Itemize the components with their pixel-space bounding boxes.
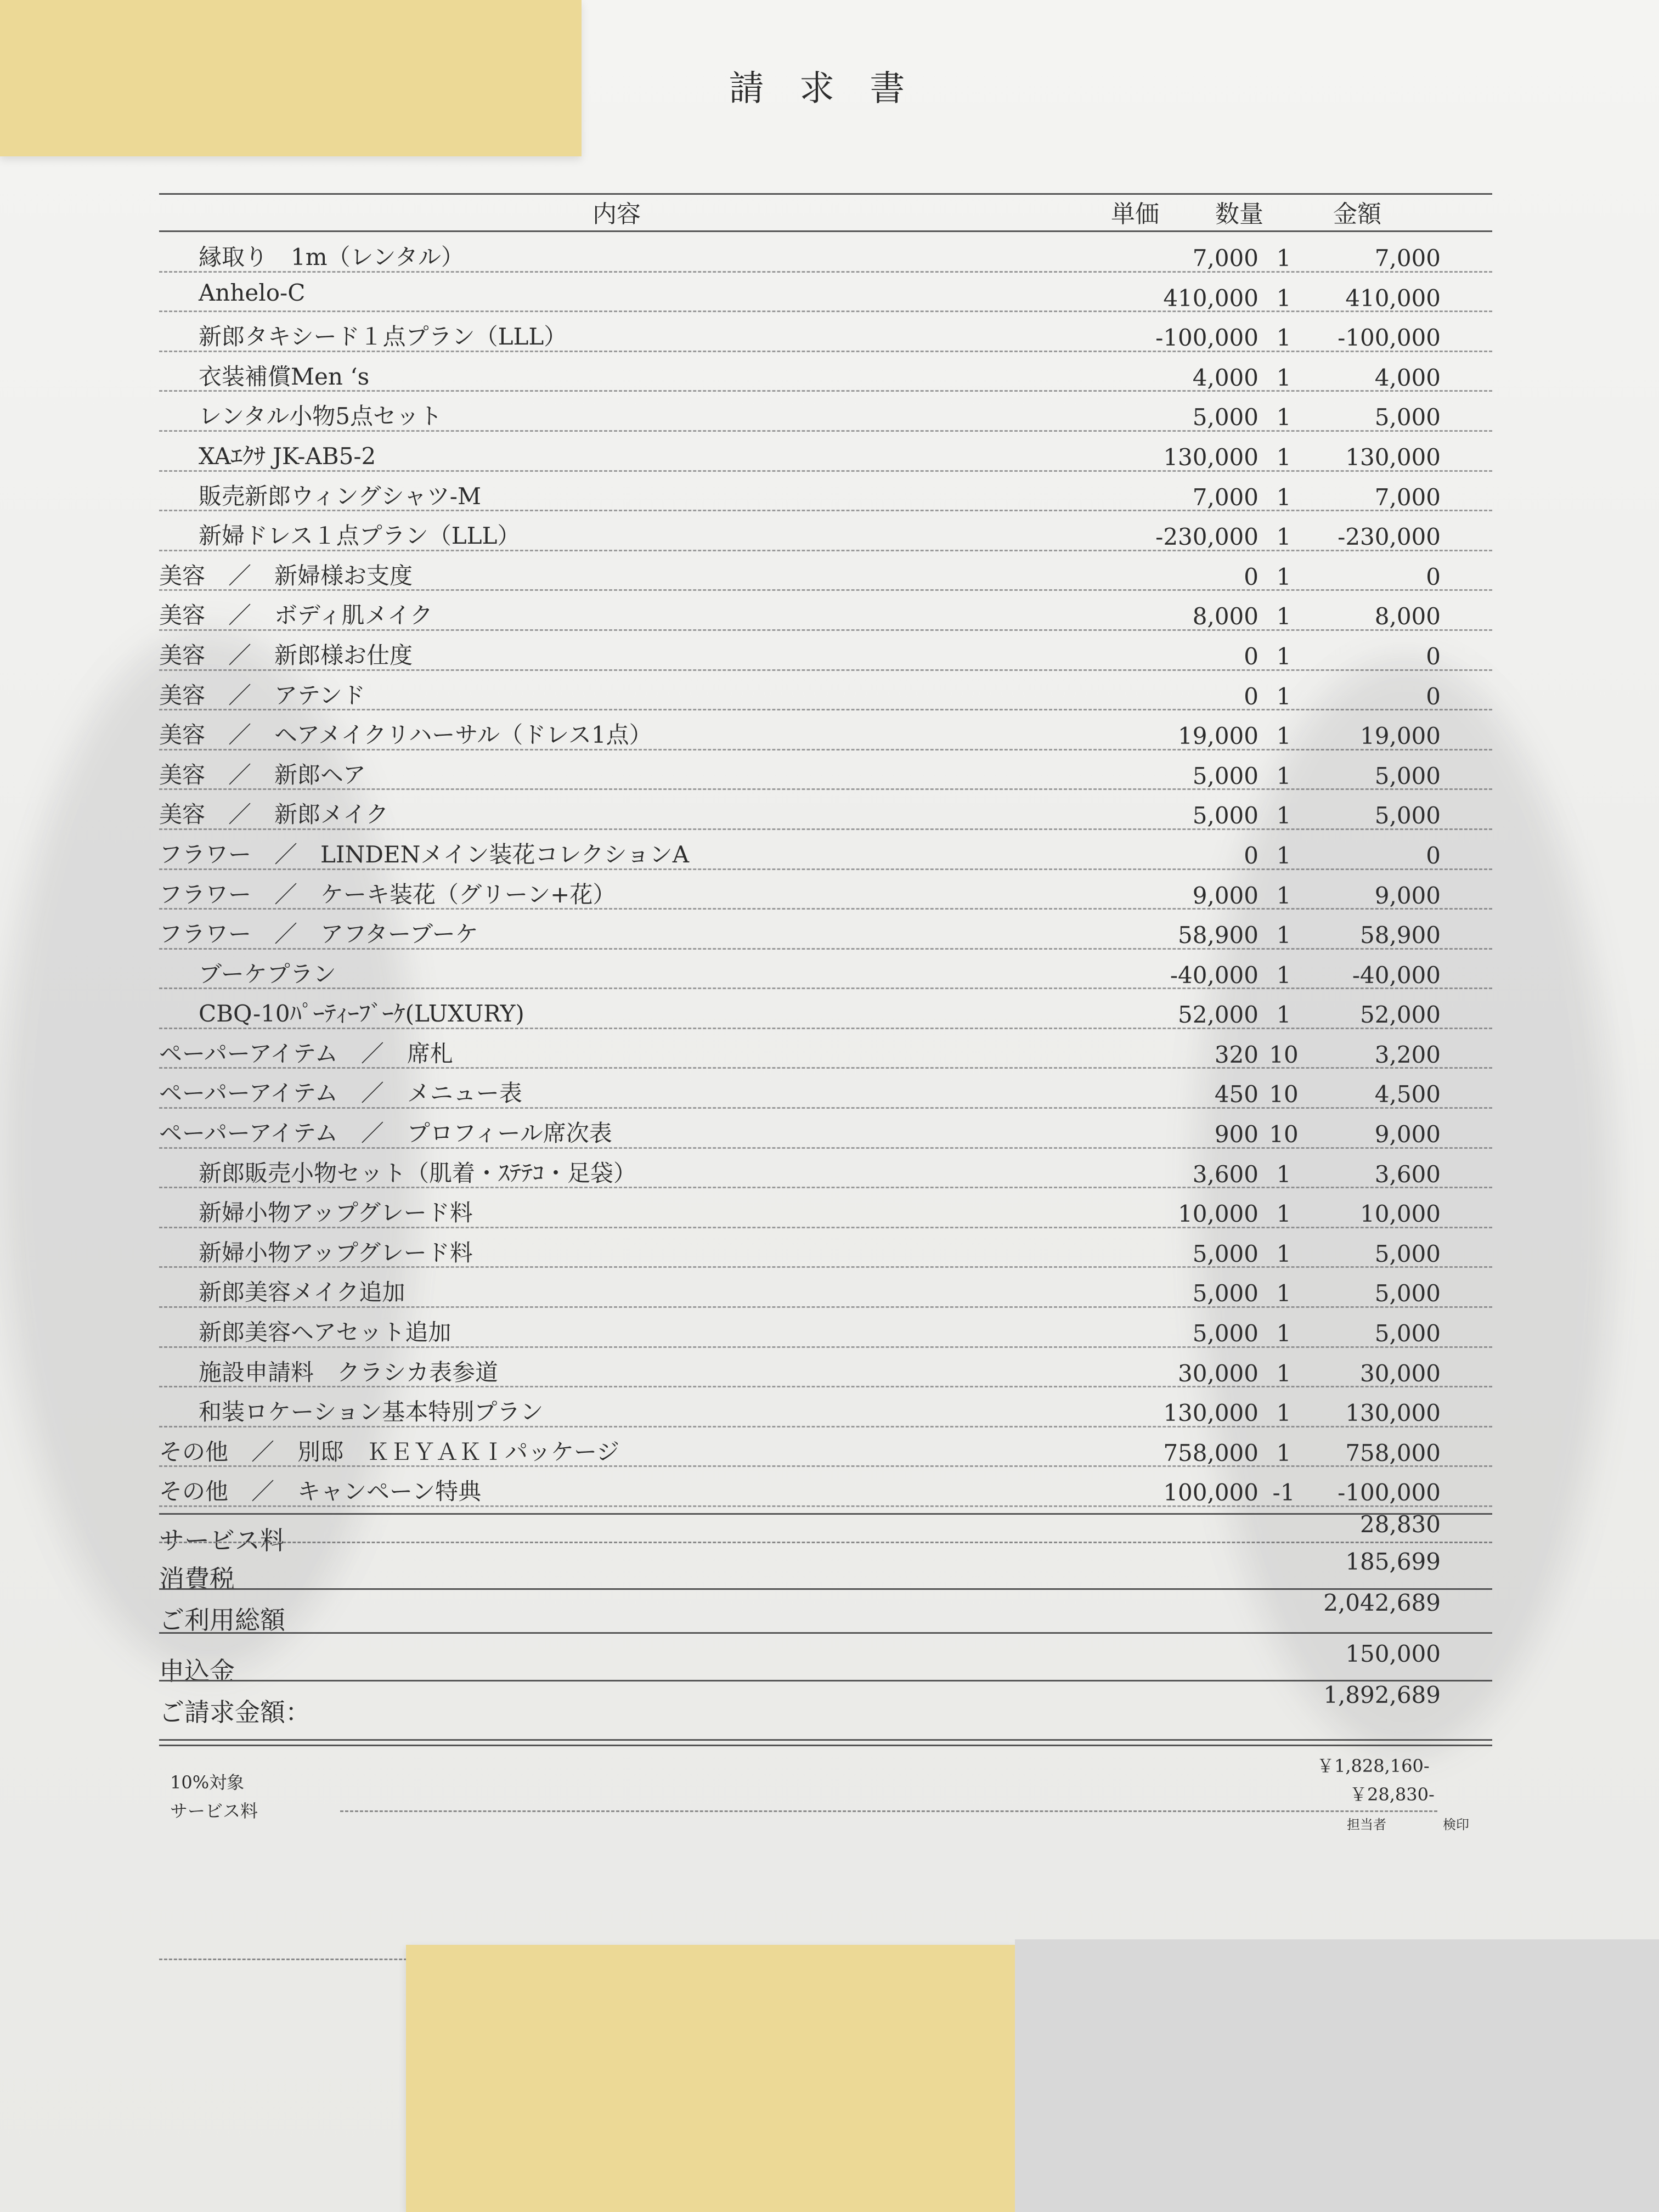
- item-description: 美容 ／ ヘアメイクリハーサル（ドレス1点）: [159, 721, 652, 749]
- item-quantity: -1: [1272, 1479, 1295, 1506]
- header-top-rule: [159, 193, 1492, 195]
- item-unit-price: 450: [1214, 1081, 1259, 1108]
- summary-bottom-rule-double: [159, 1745, 1492, 1746]
- item-amount: 4,500: [1374, 1081, 1441, 1108]
- table-row: [159, 591, 1492, 631]
- item-quantity: 1: [1276, 1400, 1291, 1427]
- column-header-unit-price: 単価: [1111, 200, 1159, 228]
- item-quantity: 1: [1276, 443, 1291, 471]
- item-amount: 3,200: [1374, 1041, 1441, 1068]
- item-amount: 9,000: [1374, 1121, 1441, 1148]
- item-unit-price: 5,000: [1192, 802, 1259, 830]
- item-description: 新郎美容ヘアセット追加: [199, 1319, 452, 1346]
- item-amount: 130,000: [1345, 443, 1441, 471]
- item-unit-price: 0: [1244, 642, 1259, 670]
- item-unit-price: 7,000: [1192, 483, 1259, 511]
- item-unit-price: 5,000: [1192, 404, 1259, 431]
- item-unit-price: 130,000: [1163, 1400, 1259, 1427]
- item-unit-price: 5,000: [1192, 762, 1259, 789]
- item-description: フラワー ／ ケーキ装花（グリーン+花）: [159, 881, 616, 908]
- item-description: 美容 ／ 新郎ヘア: [159, 761, 366, 788]
- summary-bottom-rule: [159, 1739, 1492, 1741]
- item-amount: -40,000: [1352, 961, 1441, 989]
- item-quantity: 1: [1276, 882, 1291, 909]
- table-row: [159, 352, 1492, 392]
- item-unit-price: 5,000: [1192, 1240, 1259, 1267]
- item-description: ペーパーアイテム ／ 席札: [159, 1040, 453, 1067]
- item-description: 新婦ドレス１点プラン（LLL）: [199, 522, 521, 550]
- item-unit-price: 5,000: [1192, 1280, 1259, 1307]
- item-amount: 5,000: [1374, 802, 1441, 830]
- item-quantity: 1: [1276, 682, 1291, 710]
- item-description: 美容 ／ アテンド: [159, 681, 365, 709]
- item-description: ブーケプラン: [199, 960, 336, 988]
- item-quantity: 1: [1276, 762, 1291, 789]
- item-description: 新婦小物アップグレード料: [199, 1239, 473, 1266]
- item-unit-price: -100,000: [1155, 324, 1259, 352]
- item-quantity: 1: [1276, 723, 1291, 750]
- item-amount: 0: [1426, 563, 1441, 590]
- item-description: 施設申請料 クラシカ表参道: [199, 1358, 499, 1386]
- item-amount: 5,000: [1374, 1320, 1441, 1347]
- item-amount: 19,000: [1360, 723, 1441, 750]
- item-quantity: 1: [1276, 404, 1291, 431]
- item-unit-price: 19,000: [1178, 723, 1259, 750]
- item-quantity: 1: [1276, 324, 1291, 352]
- table-row: [159, 392, 1492, 432]
- item-quantity: 1: [1276, 1200, 1291, 1228]
- column-header-amount: 金額: [1333, 200, 1381, 228]
- item-description: その他 ／ キャンペーン特典: [159, 1478, 482, 1505]
- item-description: 美容 ／ ボディ肌メイク: [159, 602, 433, 629]
- summary-billing-row: [159, 1681, 1492, 1731]
- column-header-quantity: 数量: [1215, 200, 1263, 228]
- item-description: ペーパーアイテム ／ メニュー表: [159, 1080, 522, 1107]
- header-bottom-rule: [159, 230, 1492, 232]
- item-amount: 758,000: [1345, 1439, 1441, 1466]
- hand-shadow-right: [1196, 658, 1613, 1756]
- item-amount: 8,000: [1374, 603, 1441, 630]
- tax-value: 185,699: [1345, 1548, 1441, 1575]
- document-title: 請 求 書: [729, 69, 917, 109]
- service-fee-value: 28,830: [1360, 1511, 1441, 1538]
- table-row: [159, 472, 1492, 512]
- item-description: 美容 ／ 新郎様お仕度: [159, 641, 413, 669]
- column-header-content: 内容: [592, 200, 641, 228]
- item-amount: 410,000: [1345, 284, 1441, 312]
- table-row: [159, 273, 1492, 313]
- item-quantity: 1: [1276, 483, 1291, 511]
- total-value: 2,042,689: [1323, 1589, 1441, 1616]
- inspect-label: 検印: [1443, 1817, 1469, 1832]
- item-description: 美容 ／ 新婦様お支度: [159, 562, 413, 589]
- item-description: CBQ-10ﾊﾟｰﾃｨｰﾌﾞｰｹ(LUXURY): [199, 1000, 524, 1028]
- item-quantity: 1: [1276, 1001, 1291, 1029]
- item-unit-price: 320: [1214, 1041, 1259, 1068]
- item-amount: 0: [1426, 842, 1441, 869]
- item-amount: 7,000: [1374, 245, 1441, 272]
- item-unit-price: 9,000: [1192, 882, 1259, 909]
- item-amount: 52,000: [1360, 1001, 1441, 1029]
- item-quantity: 1: [1276, 523, 1291, 551]
- item-amount: 3,600: [1374, 1160, 1441, 1188]
- item-amount: 5,000: [1374, 1280, 1441, 1307]
- item-unit-price: 30,000: [1178, 1359, 1259, 1387]
- tax-target-label: 10%対象: [170, 1772, 245, 1793]
- item-description: 美容 ／ 新郎メイク: [159, 801, 389, 828]
- redaction-box: [1015, 1939, 1659, 2212]
- item-description: 衣装補償Men ‘s: [199, 363, 370, 390]
- item-description: XAｴｸｻ JK-AB5-2: [199, 442, 376, 470]
- item-unit-price: 410,000: [1163, 284, 1259, 312]
- item-description: 新婦小物アップグレード料: [199, 1199, 473, 1227]
- item-amount: 0: [1426, 642, 1441, 670]
- item-description: レンタル小物5点セット: [199, 403, 442, 430]
- item-description: 新郎販売小物セット（肌着・ｽﾃﾃｺ・足袋）: [199, 1159, 637, 1187]
- table-row: [159, 631, 1492, 671]
- item-quantity: 1: [1276, 1359, 1291, 1387]
- total-label: ご利用総額: [159, 1605, 285, 1635]
- item-quantity: 1: [1276, 1320, 1291, 1347]
- item-quantity: 1: [1276, 284, 1291, 312]
- item-unit-price: 4,000: [1192, 364, 1259, 391]
- table-row: [159, 233, 1492, 273]
- item-description: 和装ロケーション基本特別プラン: [199, 1398, 544, 1426]
- item-quantity: 1: [1276, 1280, 1291, 1307]
- tax-target-value: ￥1,828,160-: [1317, 1756, 1430, 1776]
- item-amount: 9,000: [1374, 882, 1441, 909]
- item-unit-price: 3,600: [1192, 1160, 1259, 1188]
- table-row: [159, 312, 1492, 352]
- table-row: [159, 432, 1492, 472]
- item-description: ペーパーアイテム ／ プロフィール席次表: [159, 1120, 612, 1147]
- item-quantity: 1: [1276, 245, 1291, 272]
- footer-service-label: サービス料: [170, 1801, 258, 1821]
- item-amount: 5,000: [1374, 1240, 1441, 1267]
- item-description: 新郎美容メイク追加: [199, 1279, 405, 1306]
- item-amount: -100,000: [1338, 324, 1441, 352]
- item-description: Anhelo-C: [199, 279, 306, 306]
- item-quantity: 1: [1276, 563, 1291, 590]
- item-quantity: 1: [1276, 1160, 1291, 1188]
- item-amount: 10,000: [1360, 1200, 1441, 1228]
- service-fee-label: サービス料: [159, 1526, 285, 1555]
- item-unit-price: 52,000: [1178, 1001, 1259, 1029]
- table-row: [159, 671, 1492, 711]
- item-amount: 30,000: [1360, 1359, 1441, 1387]
- item-amount: 5,000: [1374, 762, 1441, 789]
- deposit-value: 150,000: [1345, 1640, 1441, 1667]
- item-unit-price: -40,000: [1170, 961, 1259, 989]
- item-quantity: 1: [1276, 1240, 1291, 1267]
- item-unit-price: 8,000: [1192, 603, 1259, 630]
- item-description: 縁取り 1m（レンタル）: [199, 244, 464, 270]
- item-unit-price: 758,000: [1163, 1439, 1259, 1466]
- item-quantity: 10: [1269, 1081, 1299, 1108]
- item-quantity: 1: [1276, 603, 1291, 630]
- sticky-note-bottom: [406, 1945, 1015, 2212]
- item-description: フラワー ／ アフターブーケ: [159, 921, 478, 948]
- item-unit-price: 100,000: [1163, 1479, 1259, 1506]
- table-row: [159, 551, 1492, 591]
- item-description: その他 ／ 別邸 ＫＥＹＡＫＩパッケージ: [159, 1438, 620, 1465]
- footer-divider: [340, 1810, 1437, 1812]
- item-quantity: 1: [1276, 642, 1291, 670]
- item-unit-price: 0: [1244, 682, 1259, 710]
- item-quantity: 10: [1269, 1041, 1299, 1068]
- item-unit-price: 58,900: [1178, 922, 1259, 949]
- item-quantity: 1: [1276, 364, 1291, 391]
- deposit-label: 申込金: [159, 1656, 235, 1686]
- item-unit-price: 130,000: [1163, 443, 1259, 471]
- footer-service-value: ￥28,830-: [1350, 1784, 1435, 1805]
- item-description: 販売新郎ウィングシャツ-M: [199, 482, 481, 510]
- item-amount: 0: [1426, 682, 1441, 710]
- item-unit-price: 0: [1244, 563, 1259, 590]
- item-amount: -100,000: [1338, 1479, 1441, 1506]
- item-quantity: 1: [1276, 802, 1291, 830]
- item-unit-price: -230,000: [1155, 523, 1259, 551]
- table-row: [159, 511, 1492, 551]
- item-amount: 130,000: [1345, 1400, 1441, 1427]
- item-unit-price: 0: [1244, 842, 1259, 869]
- item-quantity: 1: [1276, 1439, 1291, 1466]
- bottom-dotted-line: [159, 1959, 417, 1960]
- hand-shadow-left: [0, 631, 417, 1673]
- tax-label: 消費税: [159, 1564, 235, 1594]
- item-description: フラワー ／ LINDENメイン装花コレクションA: [159, 840, 690, 868]
- sticky-note-top: [0, 0, 582, 156]
- item-quantity: 1: [1276, 922, 1291, 949]
- item-amount: 58,900: [1360, 922, 1441, 949]
- item-unit-price: 5,000: [1192, 1320, 1259, 1347]
- billing-value: 1,892,689: [1323, 1681, 1441, 1708]
- item-quantity: 1: [1276, 961, 1291, 989]
- staff-label: 担当者: [1347, 1817, 1386, 1832]
- item-amount: -230,000: [1338, 523, 1441, 551]
- item-quantity: 10: [1269, 1121, 1299, 1148]
- item-quantity: 1: [1276, 842, 1291, 869]
- item-unit-price: 10,000: [1178, 1200, 1259, 1228]
- item-amount: 5,000: [1374, 404, 1441, 431]
- item-description: 新郎タキシード１点プラン（LLL）: [199, 323, 567, 351]
- item-amount: 7,000: [1374, 483, 1441, 511]
- item-unit-price: 900: [1214, 1121, 1259, 1148]
- item-unit-price: 7,000: [1192, 245, 1259, 272]
- item-amount: 4,000: [1374, 364, 1441, 391]
- billing-label: ご請求金額：: [159, 1697, 311, 1727]
